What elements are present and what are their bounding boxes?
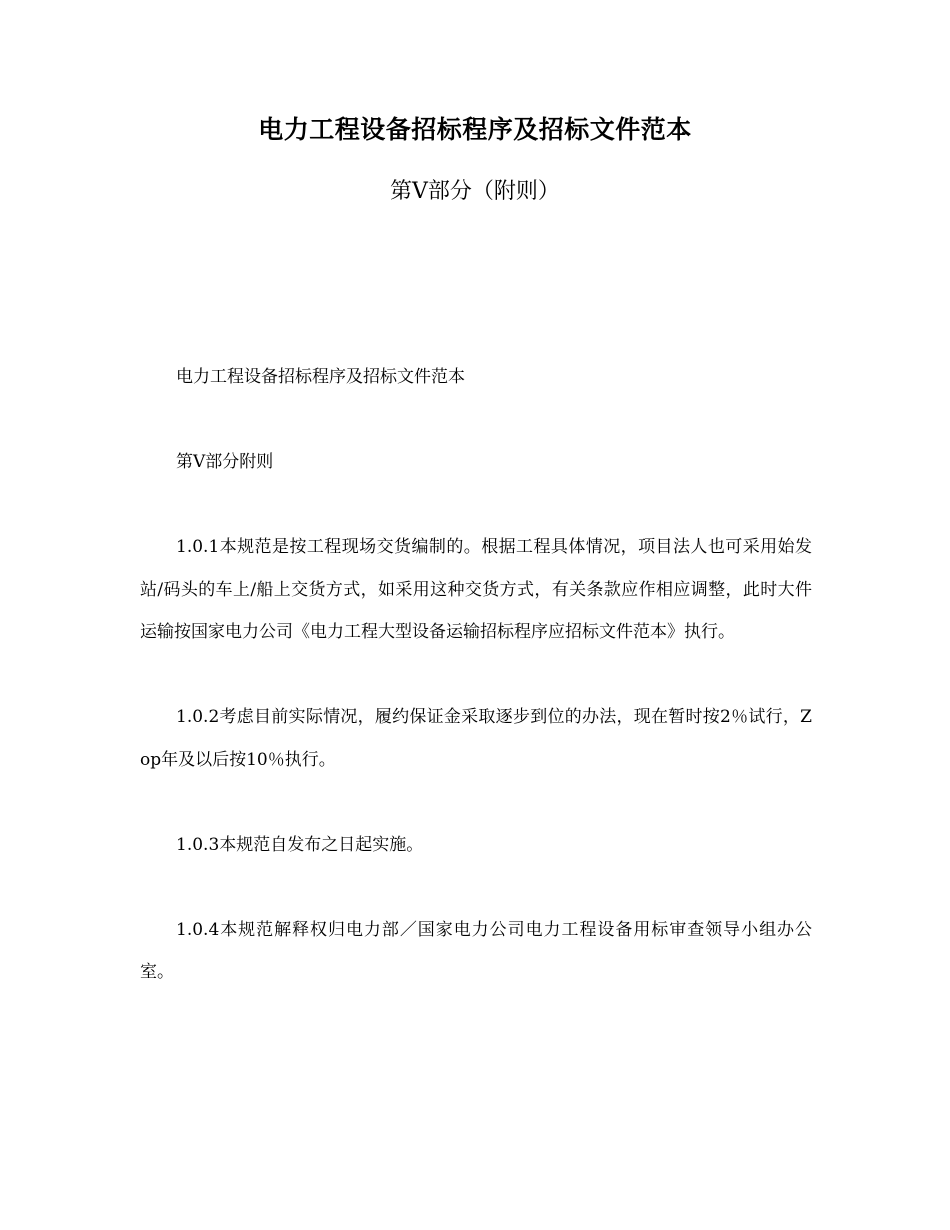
body-heading-title: 电力工程设备招标程序及招标文件范本 [176, 367, 465, 387]
document-body [140, 356, 812, 1036]
body-heading-part: 第Ⅴ部分附则 [176, 452, 274, 472]
clause-1-0-4: 1.0.4本规范解释权归电力部／国家电力公司电力工程设备用标审查领导小组办公室。 [140, 919, 812, 982]
clause-1-0-3: 1.0.3本规范自发布之日起实施。 [176, 834, 424, 855]
clause-1-0-1: 1.0.1本规范是按工程现场交货编制的。根据工程具体情况，项目法人也可采用始发站/码头的车上/船上交货方式，如采用这种交货方式，有关条款应作相应调整，此时大件运输按国家电力公司《电力工程大型设备运输招标程序应招标文件范本》执行。 [140, 537, 812, 642]
clause-1-0-2: 1.0.2考虑目前实际情况，履约保证金采取逐步到位的办法，现在暂时按2％试行，Zop年及以后按10％执行。 [140, 707, 812, 770]
document-title: 电力工程设备招标程序及招标文件范本 [258, 115, 692, 144]
document-subtitle: 第Ⅴ部分（附则） [390, 179, 560, 204]
